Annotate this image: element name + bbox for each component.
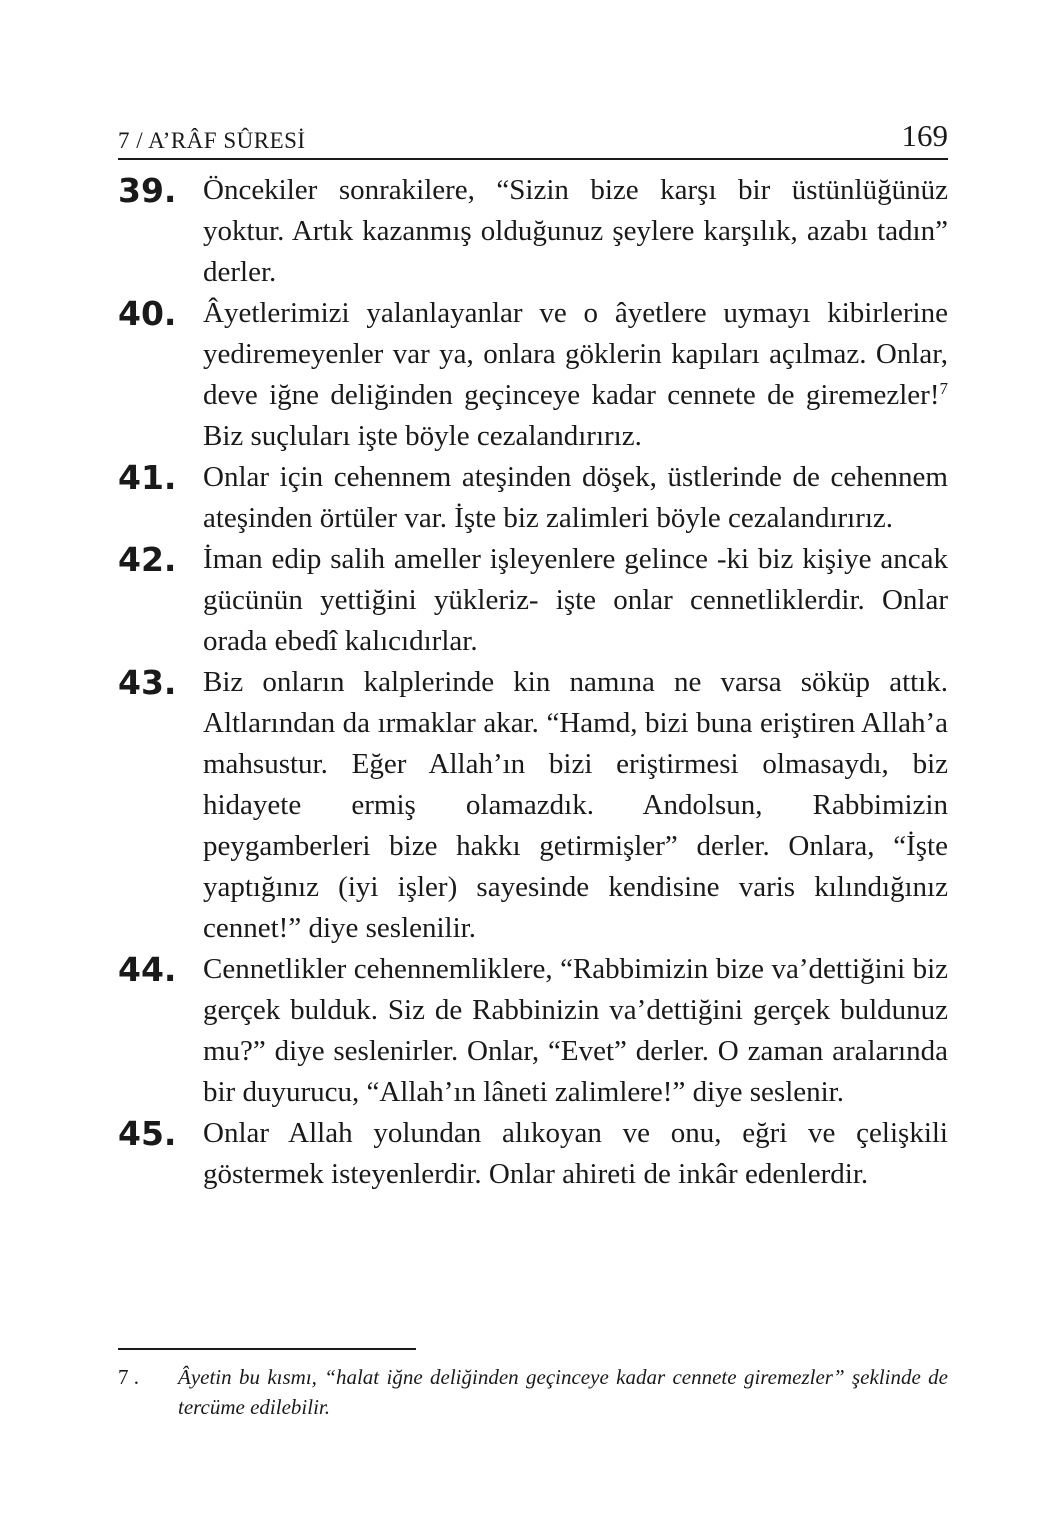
verse-45 (118, 1113, 948, 1195)
page-number: 169 (901, 118, 948, 153)
footnote-number: 7 . (118, 1365, 139, 1389)
verse-number: 42. (118, 540, 177, 579)
verse-text: Biz onların kalplerinde kin namına ne varsa söküp attık. Altlarından da ırmaklar akar. “Hamd, bizi buna eriştiren Allah’a mahsustur. Eğer Allah’ın bizi eriştirmesi olmasaydı, biz hidayete ermiş olamazdık. Andolsun, Rabbimizin peygamberleri bize hakkı getirmişler” derler. Onlara, “İşte yaptığınız (iyi işler) sayesinde kendisine varis kılındığınız cennet!” diye seslenilir. (203, 666, 948, 944)
footnote (118, 1362, 948, 1422)
verse-text-part: Âyetlerimizi yalanlayanlar ve o âyetlere uymayı kibirlerine yediremeyenler var ya, onlara göklerin kapıları açılmaz. Onlar, deve iğne deliğinden geçinceye kadar cennete de giremezler! (203, 297, 948, 411)
verse-number: 40. (118, 294, 177, 333)
verse-number: 45. (118, 1114, 177, 1153)
verse-44 (118, 949, 948, 1113)
verse-41 (118, 457, 948, 539)
verse-text: İman edip salih ameller işleyenlere gelince -ki biz kişiye ancak gücünün yettiğini yükleriz- işte onlar cennetliklerdir. Onlar orada ebedî kalıcıdırlar. (203, 543, 948, 657)
page-header (118, 110, 948, 160)
verse-text: Cennetlikler cehennemliklere, “Rabbimizin bize va’dettiğini biz gerçek bulduk. Siz de Rabbinizin va’dettiğini gerçek buldunuz mu?” diye seslenirler. Onlar, “Evet” derler. O zaman aralarında bir duyurucu, “Allah’ın lâneti zalimlere!” diye seslenir. (203, 953, 948, 1108)
footnote-reference[interactable]: 7 (939, 379, 948, 398)
verse-42 (118, 539, 948, 662)
verse-number: 39. (118, 171, 177, 210)
verse-number: 44. (118, 950, 177, 989)
verse-text: Öncekiler sonrakilere, “Sizin bize karşı bir üstünlüğünüz yoktur. Artık kazanmış olduğunuz şeylere karşılık, azabı tadın” derler. (203, 174, 948, 288)
verse-text: Onlar Allah yolundan alıkoyan ve onu, eğri ve çelişkili göstermek isteyenlerdir. Onlar ahireti de inkâr edenlerdir. (203, 1117, 948, 1190)
verse-40 (118, 293, 948, 457)
running-title: 7 / A’RÂF SÛRESİ (118, 128, 306, 153)
footnote-text: Âyetin bu kısmı, “halat iğne deliğinden geçinceye kadar cennete giremezler” şeklinde de tercüme edilebilir. (178, 1365, 948, 1419)
verse-text (203, 293, 948, 457)
verse-number: 43. (118, 663, 177, 702)
footnote-divider (118, 1348, 416, 1350)
verse-39 (118, 170, 948, 293)
verse-43 (118, 662, 948, 949)
verse-text-part: Biz suçluları işte böyle cezalandırırız. (203, 420, 642, 452)
verse-number: 41. (118, 458, 177, 497)
verse-list (118, 170, 948, 1195)
verse-text: Onlar için cehennem ateşinden döşek, üstlerinde de cehennem ateşinden örtüler var. İşte biz zalimleri böyle cezalandırırız. (203, 461, 948, 534)
